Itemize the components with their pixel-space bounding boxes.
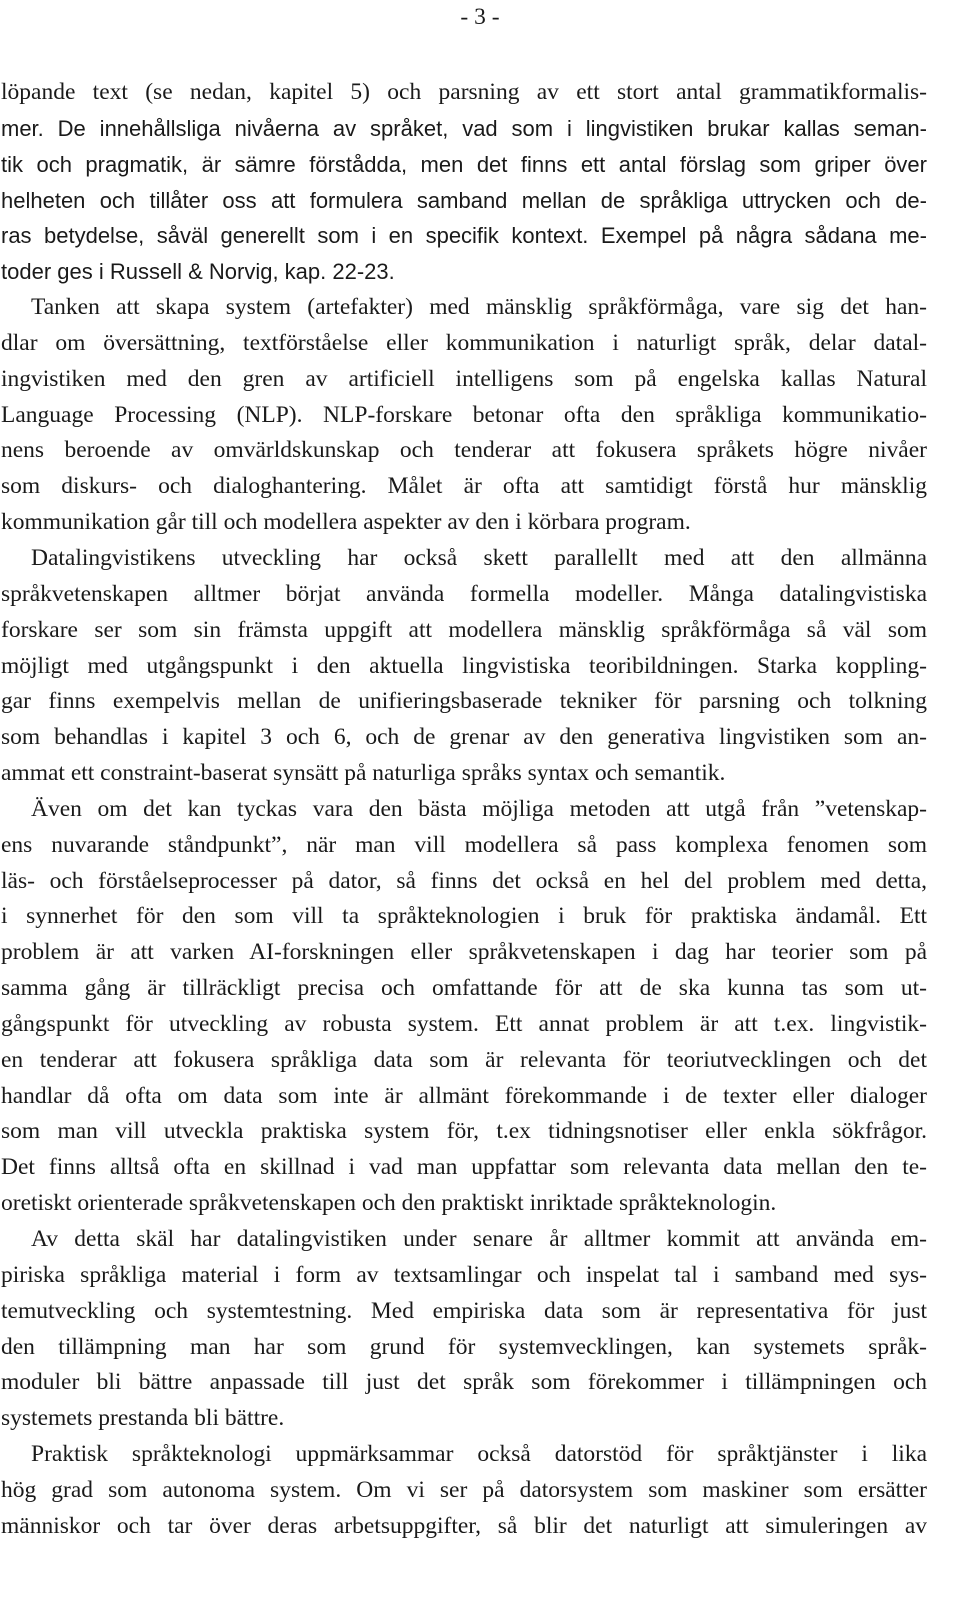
text-line: Datalingvistikens utveckling har också skett parallellt med att den allmänna (31, 544, 927, 571)
text-line: temutveckling och systemtestning. Med empiriska data som är representativa för just (1, 1297, 927, 1324)
text-line: som man vill utveckla praktiska system för, t.ex tidningsnotiser eller enkla sökfrågor. (1, 1118, 927, 1145)
text-line: i synnerhet för den som vill ta språkteknologien i bruk för praktiska ändamål. Ett (1, 903, 927, 930)
text-line: nens beroende av omvärldskunskap och tenderar att fokusera språkets högre nivåer (1, 437, 927, 464)
text-line: toder ges i Russell & Norvig, kap. 22-23. (1, 259, 395, 285)
text-line: Tanken att skapa system (artefakter) med mänsklig språkförmåga, vare sig det han- (31, 294, 927, 321)
text-line: hög grad som autonoma system. Om vi ser på datorsystem som maskiner som ersätter (1, 1476, 927, 1503)
text-line: Praktisk språkteknologi uppmärksammar också datorstöd för språktjänster i lika (31, 1441, 927, 1468)
text-line: oretiskt orienterade språkvetenskapen och den praktiskt inriktade språkteknologin. (1, 1190, 777, 1217)
text-line: dlar om översättning, textförståelse eller kommunikation i naturligt språk, delar datal- (1, 329, 927, 356)
text-line: språkvetenskapen alltmer börjat använda formella modeller. Många datalingvistiska (1, 580, 927, 607)
text-line: ammat ett constraint-baserat synsätt på naturliga språks syntax och semantik. (1, 760, 726, 787)
text-line: den tillämpning man har som grund för systemvecklingen, kan systemets språk- (1, 1333, 927, 1360)
text-line: kommunikation går till och modellera aspekter av den i körbara program. (1, 509, 691, 536)
text-line: helheten och tillåter oss att formulera samband mellan de språkliga uttrycken och de- (1, 187, 927, 213)
text-line: ras betydelse, såväl generellt som i en specifik kontext. Exempel på några sådana me- (1, 223, 927, 249)
text-line: gångspunkt för utveckling av robusta system. Ett annat problem är att t.ex. lingvistik- (1, 1010, 927, 1037)
text-line: handlar då ofta om data som inte är allmänt förekommande i de texter eller dialoger (1, 1082, 927, 1109)
text-line: moduler bli bättre anpassade till just det språk som förekommer i tillämpningen och (1, 1369, 927, 1396)
text-line: tik och pragmatik, är sämre förstådda, men det finns ett antal förslag som griper över (1, 151, 927, 177)
text-line: läs- och förståelseprocesser på dator, så finns det också en hel del problem med detta, (1, 867, 927, 894)
text-line: som behandlas i kapitel 3 och 6, och de grenar av den generativa lingvistiken som an- (1, 724, 927, 751)
text-line: problem är att varken AI-forskningen eller språkvetenskapen i dag har teorier som på (1, 939, 927, 966)
text-line: forskare ser som sin främsta uppgift att modellera mänsklig språkförmåga så väl som (1, 616, 927, 643)
text-line: som diskurs- och dialoghantering. Målet är ofta att samtidigt förstå hur mänsklig (1, 473, 927, 500)
body-text (1, 75, 927, 1545)
text-line: ens nuvarande ståndpunkt”, när man vill modellera så pass komplexa fenomen som (1, 831, 927, 858)
text-line: piriska språkliga material i form av textsamlingar och inspelat tal i samband med sys- (1, 1261, 927, 1288)
text-line: en tenderar att fokusera språkliga data som är relevanta för teoriutvecklingen och det (1, 1046, 927, 1073)
text-line: mer. De innehållsliga nivåerna av språket, vad som i lingvistiken brukar kallas seman- (1, 115, 927, 141)
text-line: människor och tar över deras arbetsuppgifter, så blir det naturligt att simuleringen av (1, 1512, 927, 1539)
text-line: Language Processing (NLP). NLP-forskare betonar ofta den språkliga kommunikatio- (1, 401, 927, 428)
text-line: ingvistiken med den gren av artificiell intelligens som på engelska kallas Natural (1, 365, 927, 392)
text-line: gar finns exempelvis mellan de unifieringsbaserade tekniker för parsning och tolkning (1, 688, 927, 715)
text-line: löpande text (se nedan, kapitel 5) och parsning av ett stort antal grammatikformalis- (1, 79, 927, 105)
page-number: - 3 - (460, 4, 500, 30)
text-line: Av detta skäl har datalingvistiken under senare år alltmer kommit att använda em- (31, 1226, 927, 1252)
text-line: möjligt med utgångspunkt i den aktuella lingvistiska teoribildningen. Starka koppling- (1, 652, 927, 679)
text-line: systemets prestanda bli bättre. (1, 1405, 285, 1432)
text-line: samma gång är tillräckligt precisa och omfattande för att de ska kunna tas som ut- (1, 975, 927, 1002)
text-line: Det finns alltså ofta en skillnad i vad man uppfattar som relevanta data mellan den te- (1, 1154, 927, 1181)
text-line: Även om det kan tyckas vara den bästa möjliga metoden att utgå från ”vetenskap- (31, 795, 927, 822)
